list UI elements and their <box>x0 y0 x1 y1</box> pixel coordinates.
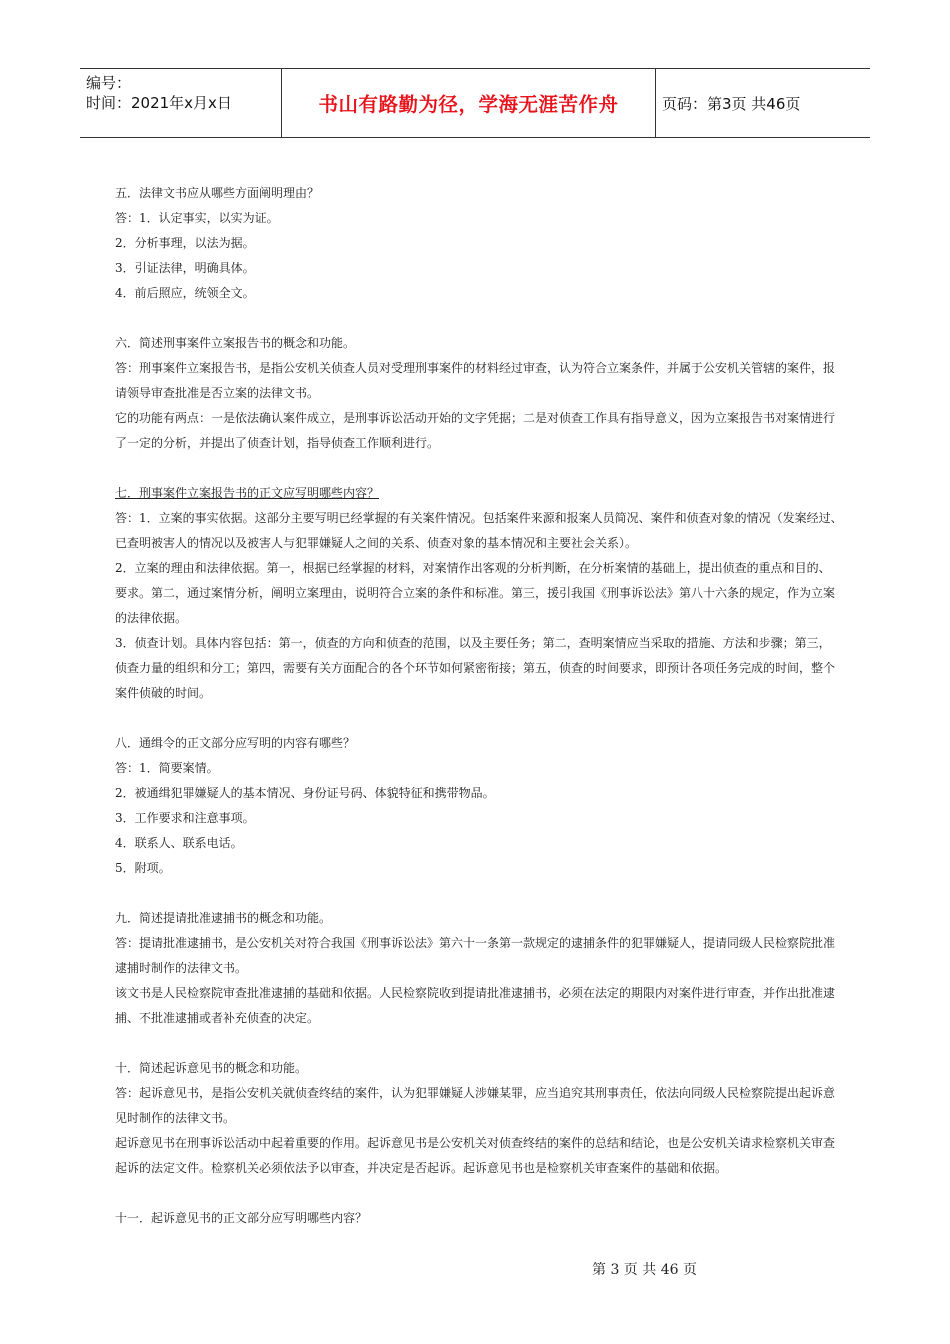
document-date: 时间：2021年x月x日 <box>86 94 232 112</box>
text-line: 十．简述起诉意见书的概念和功能。 <box>115 1061 308 1075</box>
text-line: 答：1．简要案情。 <box>115 761 219 775</box>
text-line: 九．简述提请批准逮捕书的概念和功能。 <box>115 911 332 925</box>
text-line: 五．法律文书应从哪些方面阐明理由？ <box>115 186 320 200</box>
text-line: 3．引证法律，明确具体。 <box>115 261 255 275</box>
text-line: 要求。第二，通过案情分析，阐明立案理由，说明符合立案的条件和标准。第三，援引我国《刑事诉讼法》第八十六条的规定，作为立案 <box>115 586 836 600</box>
text-line: 3．工作要求和注意事项。 <box>115 811 255 825</box>
text-line: 起诉的法定文件。检察机关必须依法予以审查，并决定是否起诉。起诉意见书也是检察机关审查案件的基础和依据。 <box>115 1161 728 1175</box>
text-line: 2．被通缉犯罪嫌疑人的基本情况、身份证号码、体貌特征和携带物品。 <box>115 786 495 800</box>
text-line: 该文书是人民检察院审查批准逮捕的基础和依据。人民检察院收到提请批准逮捕书，必须在法定的期限内对案件进行审查，并作出批准逮 <box>115 986 836 1000</box>
header-meta <box>80 69 282 137</box>
text-line: 答：刑事案件立案报告书，是指公安机关侦查人员对受理刑事案件的材料经过审查，认为符合立案条件，并属于公安机关管辖的案件，报 <box>115 361 836 375</box>
text-line: 答：1．认定事实，以实为证。 <box>115 211 279 225</box>
text-line: 十一．起诉意见书的正文部分应写明哪些内容？ <box>115 1211 368 1225</box>
text-line: 2．分析事理，以法为据。 <box>115 236 255 250</box>
paragraph-gap <box>115 1037 845 1062</box>
text-line: 的法律依据。 <box>115 611 188 625</box>
text-line: 捕、不批准逮捕或者补充侦查的决定。 <box>115 1011 320 1025</box>
page-header <box>80 68 870 138</box>
text-line: 起诉意见书在刑事诉讼活动中起着重要的作用。起诉意见书是公安机关对侦查终结的案件的总结和结论，也是公安机关请求检察机关审查 <box>115 1136 836 1150</box>
header-motto-cell <box>282 69 656 137</box>
text-line: 案件侦破的时间。 <box>115 686 212 700</box>
document-body <box>115 187 845 1237</box>
text-line: 2．立案的理由和法律依据。第一，根据已经掌握的材料，对案情作出客观的分析判断，在分析案情的基础上，提出侦查的重点和目的、 <box>115 561 831 575</box>
text-line: 七．刑事案件立案报告书的正文应写明哪些内容？ <box>115 486 380 500</box>
text-line: 已查明被害人的情况以及被害人与犯罪嫌疑人之间的关系、侦查对象的基本情况和主要社会关系）。 <box>115 536 638 550</box>
text-line: 3．侦查计划。具体内容包括：第一，侦查的方向和侦查的范围，以及主要任务；第二，查明案情应当采取的措施、方法和步骤；第三， <box>115 636 831 650</box>
header-page-info: 页码：第3页 共46页 <box>662 94 801 113</box>
text-line: 4．联系人、联系电话。 <box>115 836 243 850</box>
text-line: 4．前后照应，统领全文。 <box>115 286 255 300</box>
document-number-label: 编号： <box>86 74 132 92</box>
text-line: 了一定的分析，并提出了侦查计划，指导侦查工作顺利进行。 <box>115 436 440 450</box>
header-page-info-cell <box>656 69 870 137</box>
header-motto: 书山有路勤为径，学海无涯苦作舟 <box>318 93 619 116</box>
text-line: 见时制作的法律文书。 <box>115 1111 236 1125</box>
text-line: 它的功能有两点：一是依法确认案件成立，是刑事诉讼活动开始的文字凭据；二是对侦查工作具有指导意义，因为立案报告书对案情进行 <box>115 411 836 425</box>
text-line: 答：1．立案的事实依据。这部分主要写明已经掌握的有关案件情况。包括案件来源和报案人员简况、案件和侦查对象的情况（发案经过、 <box>115 511 843 525</box>
text-line: 侦查力量的组织和分工；第四，需要有关方面配合的各个环节如何紧密衔接；第五，侦查的时间要求，即预计各项任务完成的时间，整个 <box>115 661 836 675</box>
paragraph-gap <box>115 712 845 737</box>
paragraph-gap <box>115 462 845 487</box>
text-line: 答：提请批准逮捕书，是公安机关对符合我国《刑事诉讼法》第六十一条第一款规定的逮捕条件的犯罪嫌疑人，提请同级人民检察院批准 <box>115 936 836 950</box>
text-line: 5．附项。 <box>115 861 171 875</box>
text-line: 逮捕时制作的法律文书。 <box>115 961 248 975</box>
text-line: 请领导审查批准是否立案的法律文书。 <box>115 386 320 400</box>
text-line: 六．简述刑事案件立案报告书的概念和功能。 <box>115 336 356 350</box>
text-line: 答：起诉意见书，是指公安机关就侦查终结的案件，认为犯罪嫌疑人涉嫌某罪，应当追究其刑事责任，依法向同级人民检察院提出起诉意 <box>115 1086 836 1100</box>
page-footer: 第 3 页 共 46 页 <box>592 1262 697 1278</box>
paragraph-gap <box>115 312 845 337</box>
text-line: 八．通缉令的正文部分应写明的内容有哪些？ <box>115 736 356 750</box>
paragraph-gap <box>115 1187 845 1212</box>
paragraph-gap <box>115 887 845 912</box>
